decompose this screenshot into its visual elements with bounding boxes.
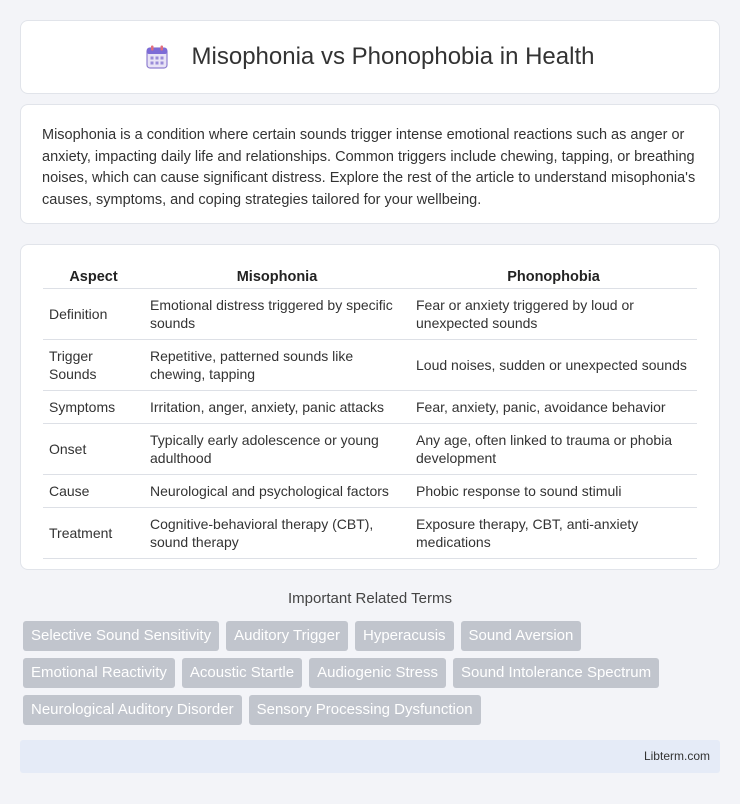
row-aspect: Definition xyxy=(43,289,144,340)
term-chip[interactable]: Emotional Reactivity xyxy=(23,658,175,688)
row-phonophobia: Phobic response to sound stimuli xyxy=(410,475,697,508)
term-row xyxy=(23,695,723,725)
term-row xyxy=(23,621,723,651)
row-aspect: Onset xyxy=(43,424,144,475)
row-misophonia: Cognitive-behavioral therapy (CBT), sound therapy xyxy=(144,508,410,559)
intro-paragraph: Misophonia is a condition where certain sounds trigger intense emotional reactions such as anger or anxiety, impacting daily life and relationships. Common triggers include chewing, tapping, or breathing noises, which can cause significant distress. Explore the rest of the article to understand misophonia's causes, symptoms, and coping strategies tailored for your wellbeing. xyxy=(42,127,696,208)
row-phonophobia: Exposure therapy, CBT, anti-anxiety medications xyxy=(410,508,697,559)
row-aspect: Trigger Sounds xyxy=(43,340,144,391)
footer-site-link[interactable]: Libterm.com xyxy=(643,749,710,763)
calendar-icon xyxy=(146,45,168,69)
related-terms-title: Important Related Terms xyxy=(288,590,452,607)
row-misophonia: Emotional distress triggered by specific sounds xyxy=(144,289,410,340)
term-row xyxy=(23,658,723,688)
table-row xyxy=(43,475,697,508)
term-chip[interactable]: Sound Aversion xyxy=(461,621,582,651)
row-misophonia: Irritation, anger, anxiety, panic attacks xyxy=(144,391,410,424)
row-phonophobia: Any age, often linked to trauma or phobia development xyxy=(410,424,697,475)
term-chip[interactable]: Sound Intolerance Spectrum xyxy=(453,658,659,688)
page-title: Misophonia vs Phonophobia in Health xyxy=(191,43,595,70)
comparison-table xyxy=(43,265,697,559)
related-terms xyxy=(23,621,723,732)
row-phonophobia: Fear, anxiety, panic, avoidance behavior xyxy=(410,391,697,424)
header-card xyxy=(20,20,720,94)
intro-card xyxy=(20,104,720,224)
row-misophonia: Repetitive, patterned sounds like chewing, tapping xyxy=(144,340,410,391)
table-row xyxy=(43,424,697,475)
term-chip[interactable]: Selective Sound Sensitivity xyxy=(23,621,219,651)
row-aspect: Treatment xyxy=(43,508,144,559)
term-chip[interactable]: Audiogenic Stress xyxy=(309,658,446,688)
term-chip[interactable]: Acoustic Startle xyxy=(182,658,302,688)
term-chip[interactable]: Hyperacusis xyxy=(355,621,454,651)
table-row xyxy=(43,391,697,424)
comparison-table-card xyxy=(20,244,720,570)
column-header-aspect: Aspect xyxy=(43,265,144,289)
row-aspect: Cause xyxy=(43,475,144,508)
term-chip[interactable]: Neurological Auditory Disorder xyxy=(23,695,242,725)
term-chip[interactable]: Sensory Processing Dysfunction xyxy=(249,695,481,725)
row-misophonia: Typically early adolescence or young adulthood xyxy=(144,424,410,475)
table-row xyxy=(43,508,697,559)
row-phonophobia: Fear or anxiety triggered by loud or unexpected sounds xyxy=(410,289,697,340)
table-row xyxy=(43,289,697,340)
term-chip[interactable]: Auditory Trigger xyxy=(226,621,348,651)
row-phonophobia: Loud noises, sudden or unexpected sounds xyxy=(410,340,697,391)
column-header-phonophobia: Phonophobia xyxy=(410,265,697,289)
table-row xyxy=(43,340,697,391)
table-header-row xyxy=(43,265,697,289)
column-header-misophonia: Misophonia xyxy=(144,265,410,289)
footer xyxy=(20,740,720,773)
row-misophonia: Neurological and psychological factors xyxy=(144,475,410,508)
row-aspect: Symptoms xyxy=(43,391,144,424)
